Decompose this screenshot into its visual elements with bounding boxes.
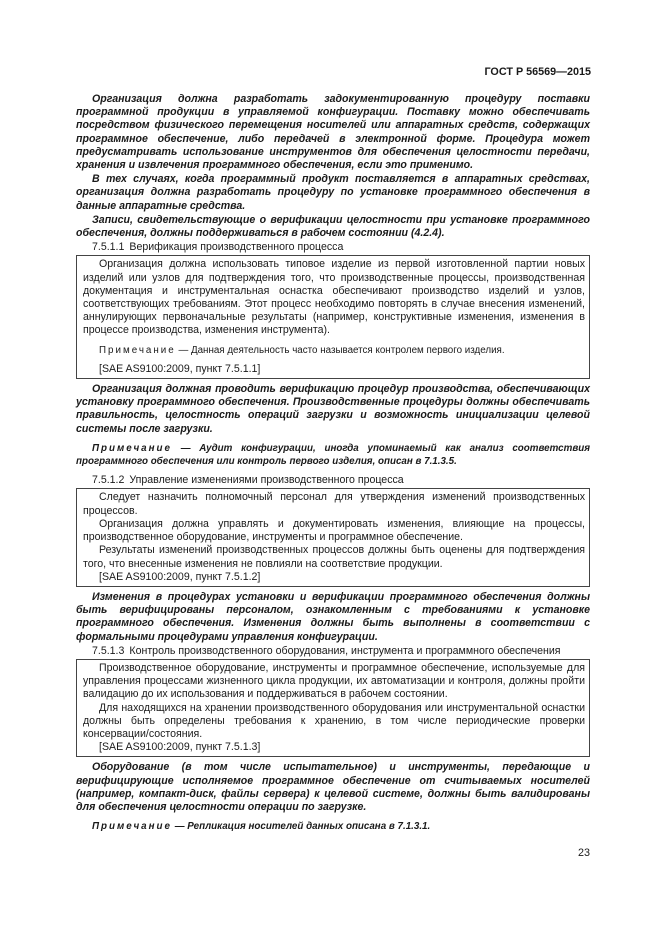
paragraph-software-delivery: Организация должна разработать задокументированную процедуру поставки программной продукции в управляемой конфигурации. Поставку можно обеспечивать посредством физического перемещения носителей или аппаратных средств, содержащих программное обеспечение, либо передачей в электронной форме. Процедура может предусматривать использование инструментов для обеспечения целостности передачи, хранения и извлечения программного обеспечения, если это применимо. bbox=[76, 93, 590, 172]
note-text: — Репликация носителей данных описана в 7.1.3.1. bbox=[171, 821, 431, 833]
note-text: — Аудит конфигурации, иногда упоминаемый как анализ соответствия программного обеспечения или контроль первого изделия, описан в 7.1.3.5. bbox=[76, 442, 590, 468]
clause-7-5-1-2 bbox=[76, 474, 590, 487]
quoted-requirement-box-2 bbox=[76, 488, 590, 586]
paragraph-loading-equipment: Оборудование (в том числе испытательное) и инструменты, передающие и верифицирующие исполняемое программное обеспечение от считываемых носителей (например, компакт-диск, файлы сервера) к целевой системе, должны быть валидированы для обеспечения целостности операции по загрузке. bbox=[76, 761, 590, 813]
paragraph-installation-changes: Изменения в процедурах установки и верификации программного обеспечения должны быть верифицированы персоналом, ознакомленным с требованиями к установке программного обеспечения. Изменения должны быть выполнены в соответствии с формальными процедурами управления конфигурации. bbox=[76, 590, 590, 643]
box-note bbox=[83, 344, 585, 357]
quoted-requirement-box-1 bbox=[76, 255, 590, 379]
box-text: Организация должна использовать типовое изделие из первой изготовленной партии новых изделий или узлов для подтверждения того, что производственные процессы, производственная документация и инструментальная оснастка обеспечивают производство изделий и узлов, соответствующих требованиям. Этот процесс необходимо повторять в случае внесения изменений, аннулирующих первоначальные результаты (например, конструктивные изменения, изменения в процессе производства, изменения инструмента). bbox=[83, 258, 585, 337]
box-text: Организация должна управлять и документировать изменения, влияющие на процессы, производственное оборудование, инструменты и программное обеспечение. bbox=[83, 517, 585, 544]
note-label: Примечание bbox=[92, 821, 172, 833]
clause-title: Управление изменениями производственного процесса bbox=[129, 474, 404, 487]
box-source-reference: [SAE AS9100:2009, пункт 7.5.1.1] bbox=[99, 362, 261, 375]
page-number: 23 bbox=[577, 847, 590, 859]
note-label: Примечание bbox=[99, 344, 176, 356]
paragraph-hardware-installation: В тех случаях, когда программный продукт поставляется в аппаратных средствах, организация должна разработать процедуру по установке программного обеспечения в данные аппаратные средства. bbox=[76, 173, 590, 212]
paragraph-production-verification: Организация должная проводить верификацию процедур производства, обеспечивающих установку программного обеспечения. Производственные процедуры должны обеспечивать правильность, целостность операций загрузки и возможность инициализации целевой системы после загрузки. bbox=[76, 383, 590, 435]
clause-number: 7.5.1.3 bbox=[92, 644, 125, 657]
box-text: Результаты изменений производственных процессов должны быть оценены для подтверждения того, что внесенные изменения не повлияли на соответствие продукции. bbox=[83, 544, 585, 570]
note-label: Примечание bbox=[92, 442, 172, 454]
page-content bbox=[76, 93, 590, 839]
note-text: — Данная деятельность часто называется контролем первого изделия. bbox=[175, 344, 505, 356]
box-source-reference: [SAE AS9100:2009, пункт 7.5.1.3] bbox=[99, 741, 261, 754]
clause-title: Верификация производственного процесса bbox=[129, 241, 344, 254]
clause-number: 7.5.1.1 bbox=[92, 241, 125, 254]
standard-designation: ГОСТ Р 56569—2015 bbox=[484, 66, 591, 78]
clause-7-5-1-3 bbox=[76, 645, 590, 658]
box-text: Для находящихся на хранении производственного оборудования или инструментальной оснастки должны быть определены требования к хранению, в том числе периодические проверки консервации/состояния. bbox=[83, 701, 585, 740]
clause-number: 7.5.1.2 bbox=[92, 474, 125, 487]
box-source-reference: [SAE AS9100:2009, пункт 7.5.1.2] bbox=[99, 570, 261, 583]
note-configuration-audit bbox=[76, 442, 590, 468]
clause-7-5-1-1 bbox=[76, 241, 590, 254]
clause-title: Контроль производственного оборудования, инструмента и программного обеспечения bbox=[129, 644, 561, 657]
quoted-requirement-box-3 bbox=[76, 659, 590, 757]
box-text: Следует назначить полномочный персонал для утверждения изменений производственных процессов. bbox=[83, 491, 585, 517]
box-text: Производственное оборудование, инструменты и программное обеспечение, используемые для управления процессами жизненного цикла продукции, их автоматизации и контроля, должны пройти валидацию до их использования и поддерживаться в рабочем состоянии. bbox=[83, 661, 585, 701]
paragraph-integrity-records: Записи, свидетельствующие о верификации целостности при установке программного обеспечения, должны поддерживаться в рабочем состоянии (4.2.4). bbox=[76, 213, 590, 240]
note-media-replication bbox=[76, 820, 590, 833]
